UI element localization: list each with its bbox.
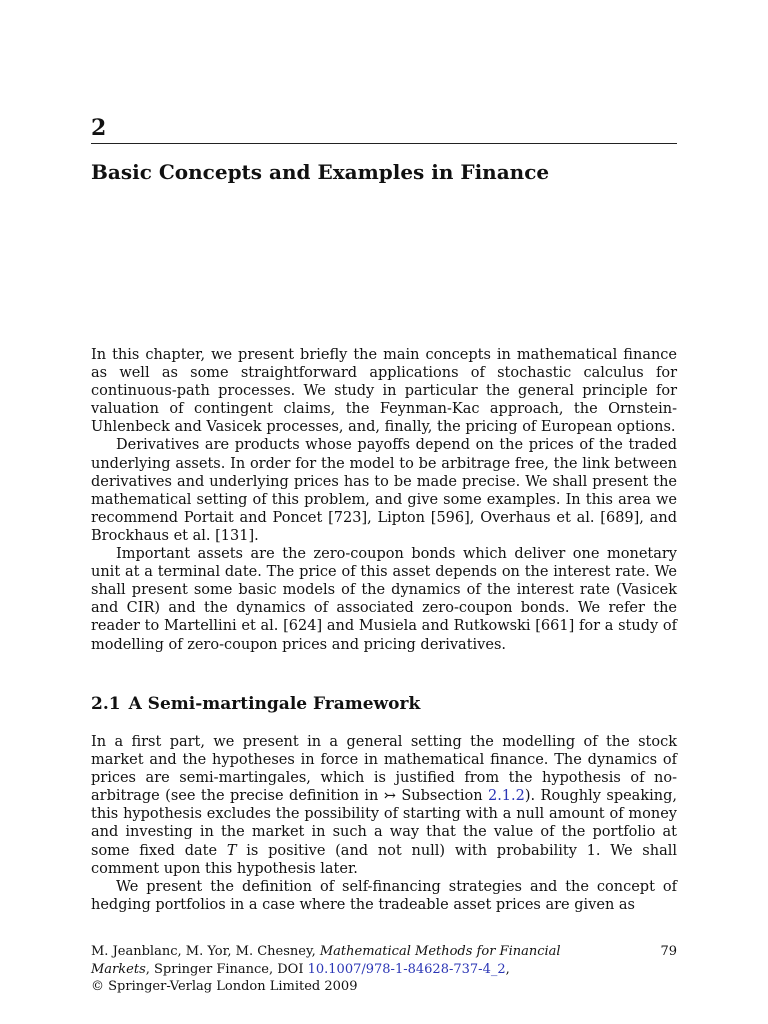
section-paragraph-1 bbox=[91, 733, 677, 878]
section-heading bbox=[91, 693, 420, 715]
chapter-title: Basic Concepts and Examples in Finance bbox=[91, 160, 550, 184]
footer-book-title: Mathematical Methods for Financial bbox=[319, 944, 561, 959]
section-paragraph-2: We present the definition of self-financing strategies and the concept of hedging portfolios in a case where the tradeable asset prices are given as bbox=[91, 878, 677, 913]
section-paragraph-1-text-cont: ). Roughly speaking, this hypothesis excludes the possibility of starting with a null amount of money and investing in the market in such a way that the value of the portfolio at some fixed date bbox=[91, 788, 677, 859]
footer-citation-line-1 bbox=[91, 943, 677, 961]
intro-paragraph-3: Important assets are the zero-coupon bonds which deliver one monetary unit at a terminal date. The price of this asset depends on the interest rate. We shall present some basic models of the dynamics of the interest rate (Vasicek and CIR) and the dynamics of associated zero-coupon bonds. We refer the reader to Martellini et al. [624] and Musiela and Rutkowski [661] for a study of modelling of zero-coupon prices and pricing derivatives. bbox=[91, 546, 677, 653]
footer bbox=[91, 943, 677, 996]
page-number: 79 bbox=[660, 944, 677, 959]
section-paragraph-1-end: is positive (and not null) with probability 1. We shall comment upon this hypothesis later. bbox=[91, 842, 677, 877]
footer-publisher: , Springer Finance, DOI bbox=[145, 961, 308, 977]
variable-T: T bbox=[226, 842, 237, 859]
chapter-number: 2 bbox=[91, 115, 107, 141]
section-number: 2.1 bbox=[91, 694, 121, 714]
doi-link[interactable]: 10.1007/978-1-84628-737-4_2 bbox=[307, 961, 506, 977]
section-paragraph-1-text: In a first part, we present in a general setting the modelling of the stock market and the hypotheses in force in mathematical finance. The dynamics of prices are semi-martingales, which is justified from the hypothesis of no-arbitrage (see the precise definition in ↣ Subsection bbox=[91, 734, 677, 805]
footer-citation-line-2 bbox=[91, 961, 677, 979]
intro-paragraph-2: Derivatives are products whose payoffs depend on the prices of the traded underlying assets. In order for the model to be arbitrage free, the link between derivatives and underlying prices has to be made precise. We shall present the mathematical setting of this problem, and give some examples. In this area we recommend Portait and Poncet [723], Lipton [596], Overhaus et al. [689], and Brockhaus et al. [131]. bbox=[91, 437, 677, 544]
footer-authors: M. Jeanblanc, M. Yor, M. Chesney, bbox=[91, 944, 320, 959]
intro-paragraph-1: In this chapter, we present briefly the main concepts in mathematical finance as well as some straightforward applications of stochastic calculus for continuous-path processes. We study in particular the general principle for valuation of contingent claims, the Feynman-Kac approach, the Ornstein-Uhlenbeck and Vasicek processes, and, finally, the pricing of European options. bbox=[91, 347, 677, 436]
footer-copyright: © Springer-Verlag London Limited 2009 bbox=[91, 979, 358, 994]
section-title: A Semi-martingale Framework bbox=[128, 694, 421, 714]
chapter-rule bbox=[91, 143, 677, 144]
intro-text bbox=[91, 346, 677, 654]
footer-doi-suffix: , bbox=[505, 961, 510, 977]
section-text bbox=[91, 733, 677, 914]
footer-book-title-cont: Markets bbox=[91, 961, 146, 977]
subsection-link[interactable]: 2.1.2 bbox=[487, 788, 525, 805]
